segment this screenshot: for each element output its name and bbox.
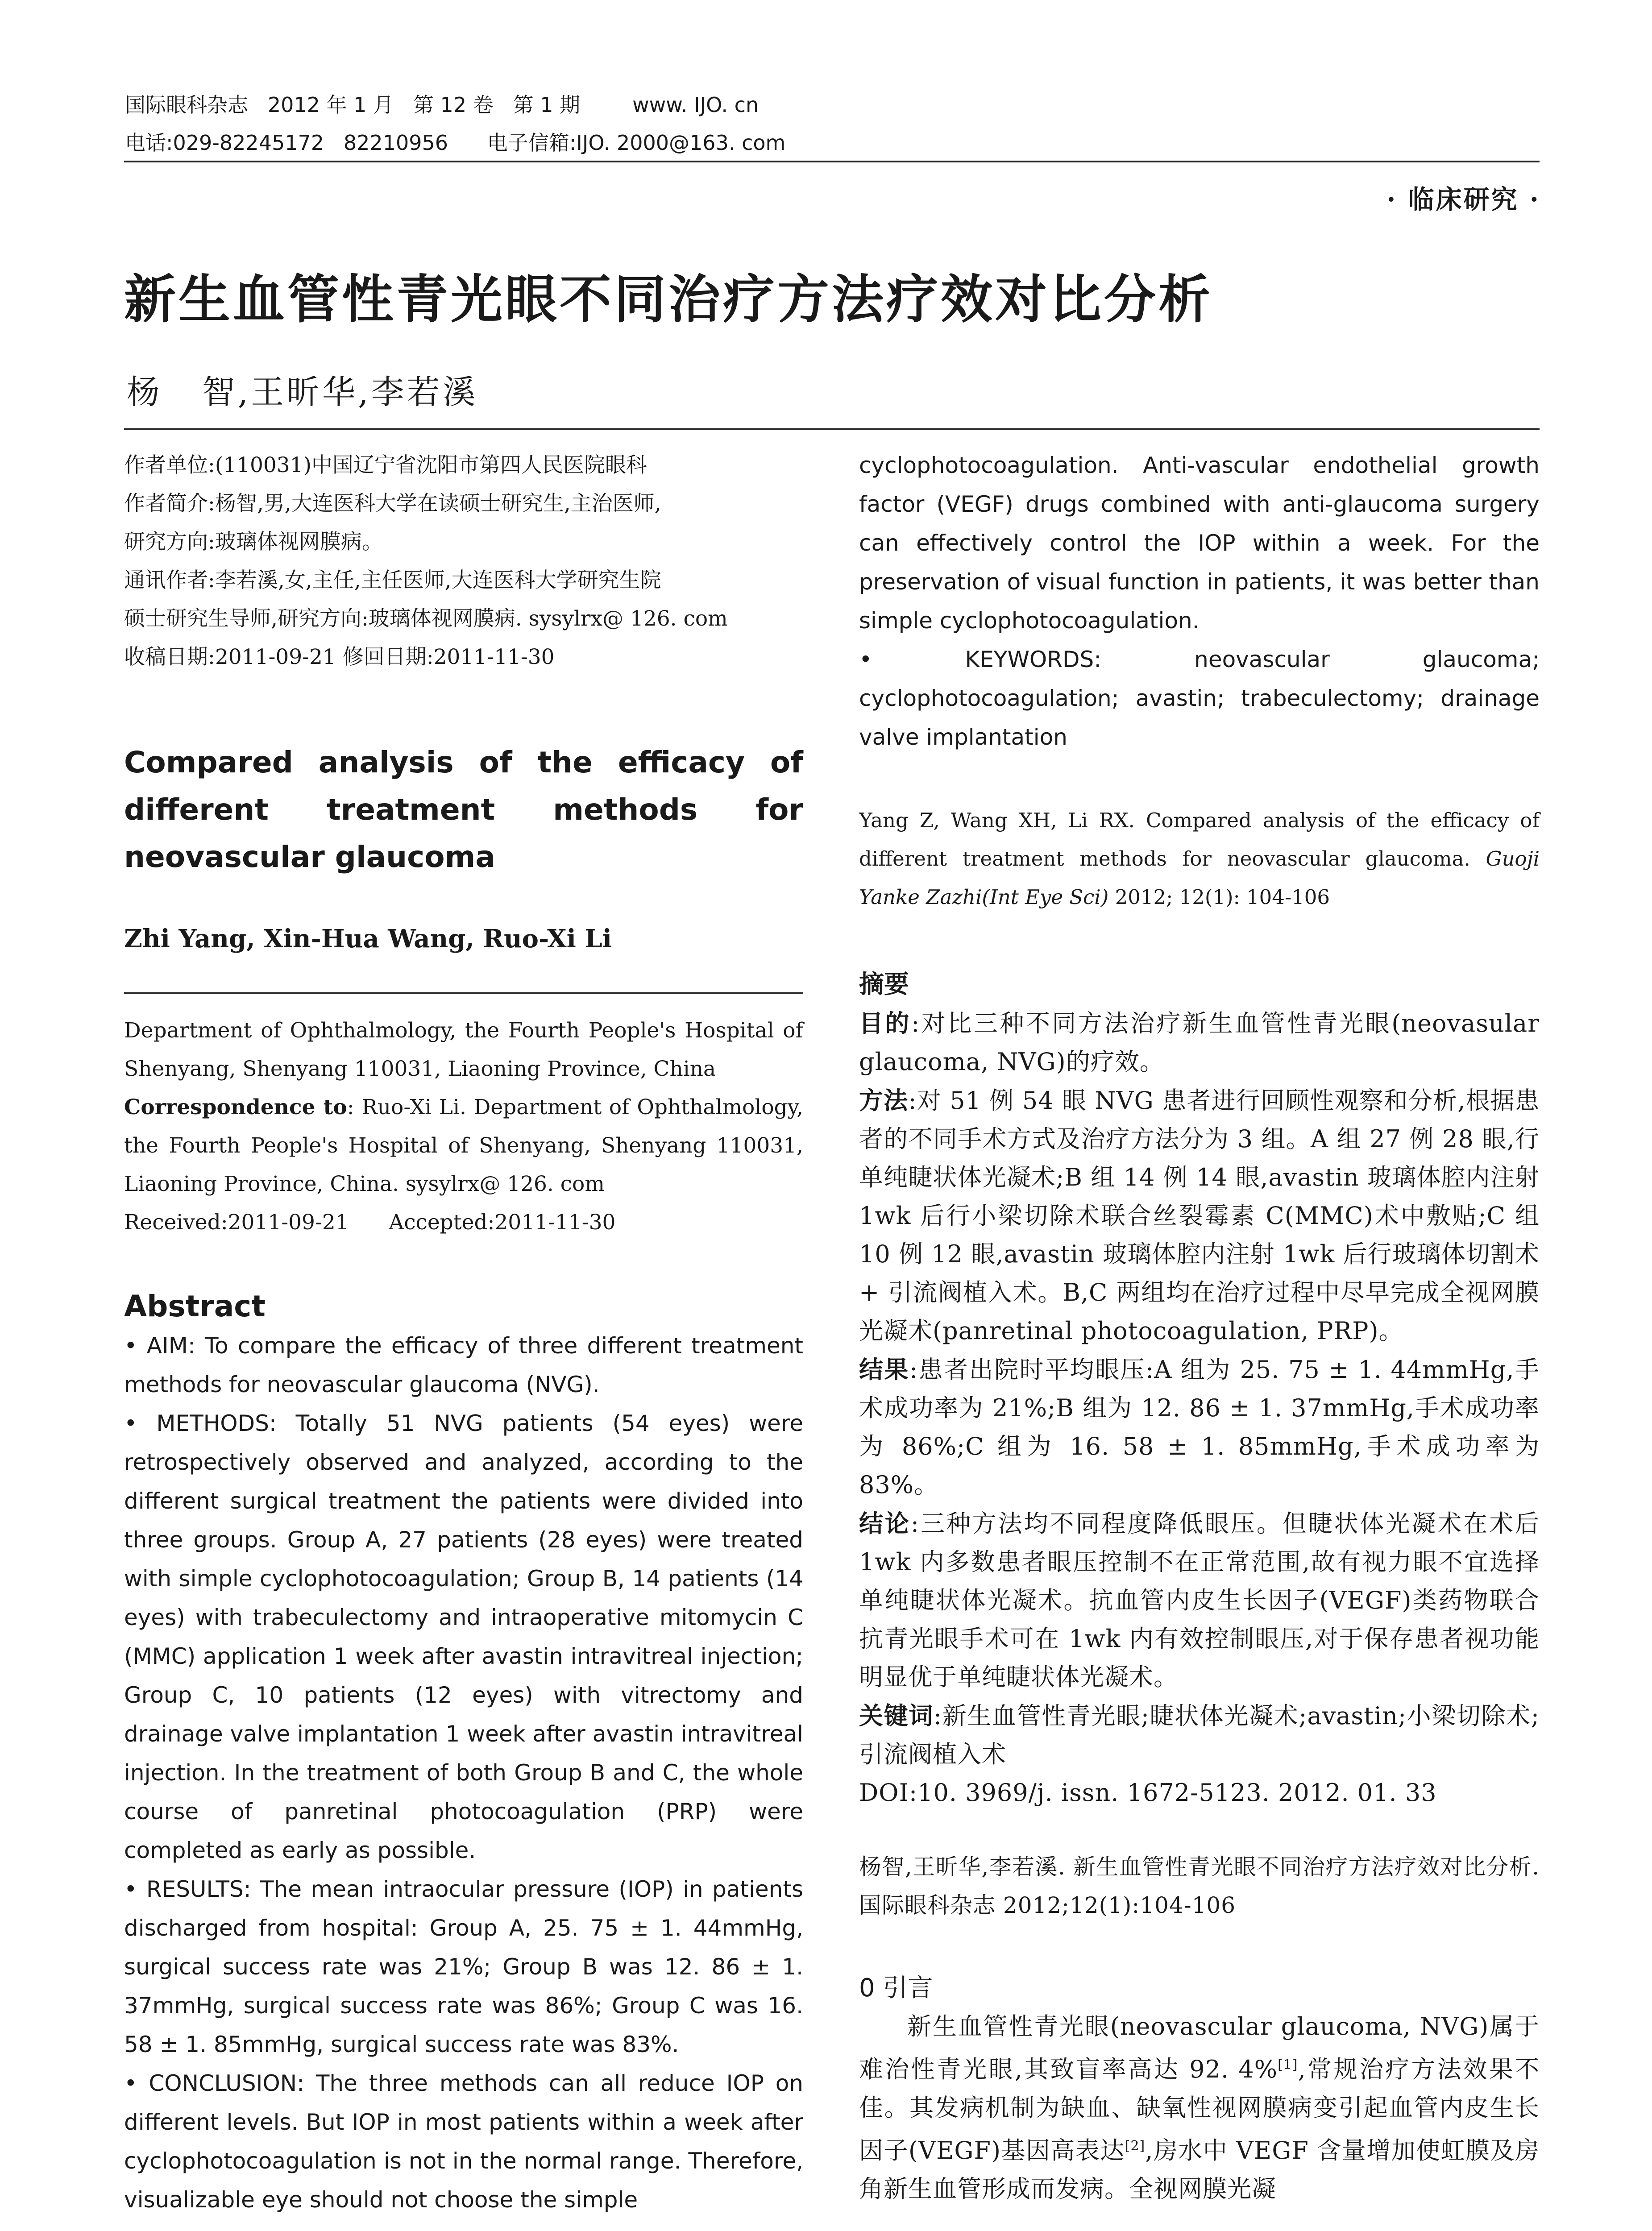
zy-keywords-text: :新生血管性青光眼;睫状体光凝术;avastin;小梁切除术;引流阀植入术 — [859, 1702, 1540, 1768]
received-dates-cn: 收稿日期:2011-09-21 修回日期:2011-11-30 — [124, 645, 555, 669]
ref-2: [2] — [1125, 2138, 1146, 2154]
citation-en-journal: Guoji Yanke Zazhi(Int Eye Sci) — [859, 847, 1540, 909]
zy-conclusion — [859, 1504, 1540, 1696]
department: Department of Ophthalmology, the Fourth People's Hospital of Shenyang, Shenyang 110031, Liaoning Province, China — [124, 1018, 803, 1081]
zhaiyao-body — [859, 1004, 1540, 1812]
zy-methods-label: 方法 — [859, 1086, 909, 1115]
conclusion-text-part2: cyclophotocoagulation. Anti-vascular endothelial growth factor (VEGF) drugs combined with anti-glaucoma surgery can effectively control the IOP within a week. For the preservation of visual function in patients, it was better than simple cyclophotocoagulation. — [859, 452, 1540, 634]
intro-text-a: 新生血管性青光眼(neovascular glaucoma, NVG)属于难治性青光眼,其致盲率高达 92. 4% — [859, 2012, 1540, 2083]
zhaiyao-heading: 摘要 — [859, 970, 909, 999]
zy-keywords-label: 关键词 — [859, 1701, 934, 1730]
zy-aim-label: 目的 — [859, 1009, 912, 1037]
article-title-en: Compared analysis of the efficacy of different treatment methods for neovascular glaucoma — [124, 745, 803, 874]
keywords-text: : neovascular glaucoma; cyclophotocoagulation; avastin; trabeculectomy; drainage valve implantation — [859, 647, 1540, 750]
citation-en-text: Yang Z, Wang XH, Li RX. Compared analysis of the efficacy of different treatment methods for neovascular glaucoma. — [859, 809, 1540, 871]
right-column — [859, 446, 1540, 2208]
results-label: • RESULTS — [124, 1876, 244, 1902]
keywords-label: • KEYWORDS — [859, 647, 1094, 672]
section-label: · 临床研究 · — [1386, 184, 1540, 215]
zy-results-label: 结果 — [859, 1355, 909, 1384]
correspondence-label: Correspondence to — [124, 1095, 347, 1120]
intro-heading: 0 引言 — [859, 1974, 933, 2003]
received-dates-en: Received:2011-09-21 Accepted:2011-11-30 — [124, 1210, 616, 1235]
authors-en: Zhi Yang, Xin-Hua Wang, Ruo-Xi Li — [124, 924, 612, 954]
author-bio-2: 研究方向:玻璃体视网膜病。 — [124, 530, 383, 554]
affiliation-divider — [124, 992, 803, 994]
abstract-aim — [124, 1327, 803, 1404]
correspondence-text: : Ruo-Xi Li. Department of Ophthalmology, the Fourth People's Hospital of Shenyang, Shenyang 110031, Liaoning Province, China. sysylrx@ 126. com — [124, 1095, 804, 1196]
author-bio-1: 作者简介:杨智,男,大连医科大学在读硕士研究生,主治医师, — [124, 491, 661, 516]
abstract-conclusion — [124, 2064, 803, 2219]
citation-en — [859, 801, 1540, 916]
author-info — [124, 446, 803, 676]
zy-keywords — [859, 1696, 1540, 1774]
article-title-cn: 新生血管性青光眼不同治疗方法疗效对比分析 — [124, 270, 1213, 330]
zy-aim — [859, 1004, 1540, 1081]
results-text: : The mean intraocular pressure (IOP) in patients discharged from hospital: Group A, 25. 75 ± 1. 44mmHg, surgical success rate was 21%; Group B was 12. 86 ± 1. 37mmHg, surgical success rate was 86%; Group C was 16. 58 ± 1. 85mmHg, surgical success rate was 83%. — [124, 1876, 803, 2057]
methods-label: • METHODS — [124, 1410, 269, 1436]
zy-conclusion-text: :三种方法均不同程度降低眼压。但睫状体光凝术在术后 1wk 内多数患者眼压控制不在正常范围,故有视力眼不宜选择单纯睫状体光凝术。抗血管内皮生长因子(VEGF)类药物联合抗青光眼手术可在 1wk 内有效控制眼压,对于保存患者视功能明显优于单纯睫状体光凝术。 — [859, 1509, 1540, 1691]
zy-methods-text: :对 51 例 54 眼 NVG 患者进行回顾性观察和分析,根据患者的不同手术方式及治疗方法分为 3 组。A 组 27 例 28 眼,行单纯睫状体光凝术;B 组 14 例 14 眼,avastin 玻璃体腔内注射 1wk 后行小梁切除术联合丝裂霉素 C(MMC)术中敷贴;C 组 10 例 12 眼,avastin 玻璃体腔内注射 1wk 后行玻璃体切割术 + 引流阀植入术。B,C 两组均在治疗过程中尽早完成全视网膜光凝术(panretinal photocoagulation, PRP)。 — [859, 1086, 1540, 1345]
authors-divider — [124, 428, 1540, 430]
abstract-methods — [124, 1404, 803, 1870]
affiliation-block — [124, 1012, 803, 1242]
aim-label: • AIM — [124, 1333, 188, 1359]
abstract-continued — [859, 446, 1540, 757]
intro-text-b: ,常规治疗方法效果不佳。其发病机制为缺血、缺氧性视网膜病变引起血管内皮生长因子(VEGF)基因高表达 — [859, 2055, 1540, 2165]
aim-text: : To compare the efficacy of three different treatment methods for neovascular glaucoma (NVG). — [124, 1333, 803, 1397]
zy-results — [859, 1350, 1540, 1504]
citation-cn: 杨智,王昕华,李若溪. 新生血管性青光眼不同治疗方法疗效对比分析. 国际眼科杂志 2012;12(1):104-106 — [859, 1854, 1540, 1918]
abstract-results — [124, 1870, 803, 2064]
intro-body — [859, 2007, 1540, 2208]
authors-cn: 杨 智,王昕华,李若溪 — [127, 373, 478, 411]
citation-en-rest: 2012; 12(1): 104-106 — [1108, 885, 1330, 909]
zy-methods — [859, 1081, 1540, 1350]
intro-paragraph — [859, 2007, 1540, 2208]
author-unit: 作者单位:(110031)中国辽宁省沈阳市第四人民医院眼科 — [124, 453, 647, 477]
abstract-keywords — [859, 640, 1540, 757]
corresponding-author-1: 通讯作者:李若溪,女,主任,主任医师,大连医科大学研究生院 — [124, 568, 661, 593]
header-divider — [124, 161, 1540, 162]
conclusion-text-part1: : The three methods can all reduce IOP on different levels. But IOP in most patients within a week after cyclophotocoagulation is not in the normal range. Therefore, visualizable eye should not choose the simple — [124, 2070, 803, 2213]
journal-header-line2: 电话:029-82245172 82210956 电子信箱:IJO. 2000@163. com — [125, 131, 786, 155]
journal-header-line1: 国际眼科杂志 2012 年 1 月 第 12 卷 第 1 期 www. IJO. cn — [125, 93, 759, 117]
corresponding-author-2: 硕士研究生导师,研究方向:玻璃体视网膜病. sysylrx@ 126. com — [124, 606, 728, 631]
zy-conclusion-label: 结论 — [859, 1509, 911, 1538]
ref-1: [1] — [1278, 2057, 1298, 2073]
zy-aim-text: :对比三种不同方法治疗新生血管性青光眼(neovasular glaucoma, NVG)的疗效。 — [859, 1009, 1540, 1076]
zy-results-text: :患者出院时平均眼压:A 组为 25. 75 ± 1. 44mmHg,手术成功率为 21%;B 组为 12. 86 ± 1. 37mmHg,手术成功率为 86%;C 组为 16. 58 ± 1. 85mmHg,手术成功率为 83%。 — [859, 1356, 1540, 1499]
abstract-body — [124, 1327, 803, 2219]
intro-text-c: ,房水中 VEGF 含量增加使虹膜及房角新生血管形成而发病。全视网膜光凝 — [859, 2136, 1540, 2203]
abstract-heading: Abstract — [124, 1289, 266, 1323]
correspondence — [124, 1088, 803, 1203]
conclusion-label: • CONCLUSION — [124, 2070, 297, 2096]
methods-text: : Totally 51 NVG patients (54 eyes) were retrospectively observed and analyzed, according to the different surgical treatment the patients were divided into three groups. Group A, 27 patients (28 eyes) were treated with simple cyclophotocoagulation; Group B, 14 patients (14 eyes) with trabeculectomy and intraoperative mitomycin C (MMC) application 1 week after avastin intravitreal injection; Group C, 10 patients (12 eyes) with vitrectomy and drainage valve implantation 1 week after avastin intravitreal injection. In the treatment of both Group B and C, the whole course of panretinal photocoagulation (PRP) were completed as early as possible. — [124, 1410, 803, 1863]
left-column — [124, 446, 803, 2219]
doi: DOI:10. 3969/j. issn. 1672-5123. 2012. 01. 33 — [859, 1779, 1437, 1807]
